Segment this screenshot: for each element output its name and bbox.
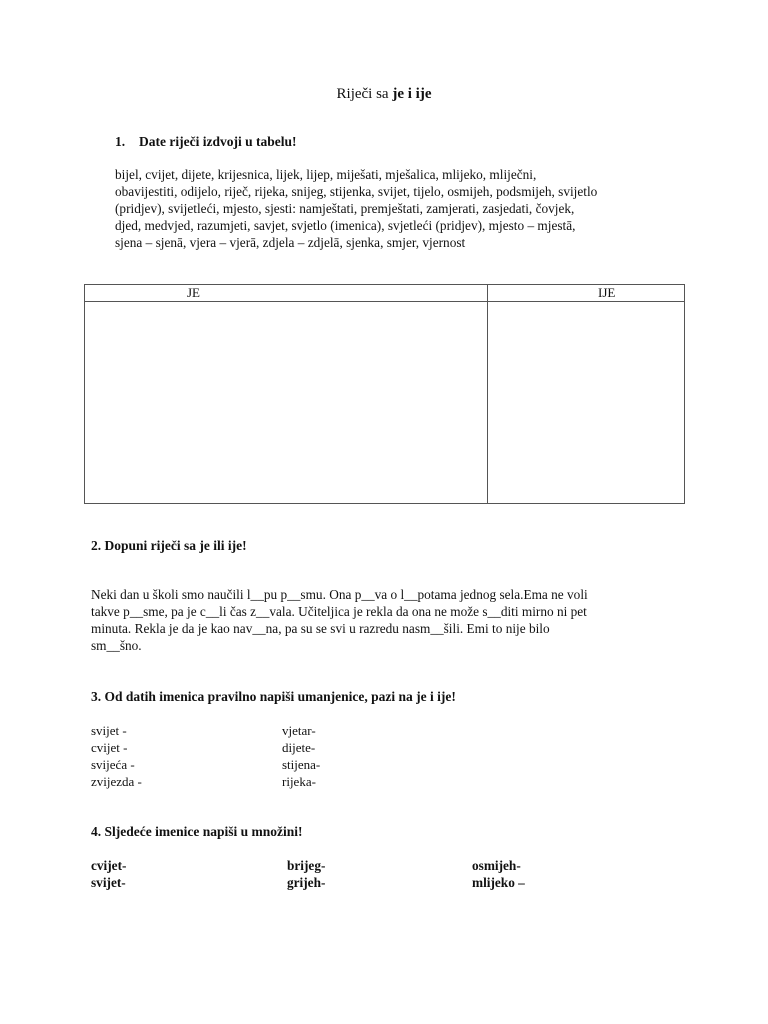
table-cell-ije[interactable] <box>488 302 685 504</box>
plural-item: osmijeh- <box>472 858 521 873</box>
task1-heading-text: Date riječi izdvoji u tabelu! <box>139 134 297 149</box>
task3-right-column <box>282 722 320 790</box>
noun-item: cvijet - <box>91 740 128 755</box>
word-line: (pridjev), svijetleći, mjesto, sjesti: namještati, premještati, zamjerati, zasjedati, čovjek, <box>115 201 575 216</box>
noun-item: dijete- <box>282 740 316 755</box>
task1-number: 1. <box>115 134 126 149</box>
word-line: djed, medvjed, razumjeti, savjet, svjetlo (imenica), svjetleći (pridjev), mjesto – mjestā, <box>115 218 576 233</box>
noun-item: zvijezda - <box>91 774 142 789</box>
noun-item: svijeća - <box>91 757 135 772</box>
table-header-ije: IJE <box>488 285 685 302</box>
plural-item: grijeh- <box>287 875 326 890</box>
plural-item: cvijet- <box>91 858 127 873</box>
noun-item: stijena- <box>282 757 321 772</box>
title-bold: je i ije <box>392 86 432 102</box>
noun-item: vjetar- <box>282 723 316 738</box>
task4-heading: 4. Sljedeće imenice napiši u množini! <box>91 824 303 839</box>
word-line: sjena – sjenā, vjera – vjerā, zdjela – zdjelā, sjenka, smjer, vjernost <box>115 235 466 250</box>
je-ije-table <box>84 284 685 504</box>
task4-column-2 <box>287 857 325 891</box>
paragraph-line: minuta. Rekla je da je kao nav__na, pa su se svi u razredu nasm__šili. Emi to nije bilo <box>91 621 550 636</box>
task2-paragraph <box>91 586 588 654</box>
plural-item: mlijeko – <box>472 875 525 890</box>
noun-item: svijet - <box>91 723 127 738</box>
task4-column-1 <box>91 857 126 891</box>
word-line: bijel, cvijet, dijete, krijesnica, lijek, lijep, miješati, mješalica, mlijeko, mliječni, <box>115 167 537 182</box>
plural-item: brijeg- <box>287 858 326 873</box>
paragraph-line: takve p__sme, pa je c__li čas z__vala. Učiteljica je rekla da ona ne može s__diti mirno ni pet <box>91 604 587 619</box>
task3-left-column <box>91 722 142 790</box>
task4-column-3 <box>472 857 525 891</box>
paragraph-line: sm__šno. <box>91 638 142 653</box>
task2-heading: 2. Dopuni riječi sa je ili ije! <box>91 538 247 553</box>
task3-heading: 3. Od datih imenica pravilno napiši umanjenice, pazi na je i ije! <box>91 689 456 704</box>
paragraph-line: Neki dan u školi smo naučili l__pu p__smu. Ona p__va o l__potama jednog sela.Ema ne voli <box>91 587 588 602</box>
noun-item: rijeka- <box>282 774 316 789</box>
task1-heading <box>115 134 296 150</box>
title-prefix: Riječi sa <box>336 86 393 102</box>
task1-word-list <box>115 166 597 251</box>
page-title <box>0 86 768 103</box>
word-line: obavijestiti, odijelo, riječ, rijeka, snijeg, stijenka, svijet, tijelo, osmijeh, podsmijeh, svijetlo <box>115 184 598 199</box>
table-header-je: JE <box>85 285 488 302</box>
table-cell-je[interactable] <box>85 302 488 504</box>
plural-item: svijet- <box>91 875 126 890</box>
